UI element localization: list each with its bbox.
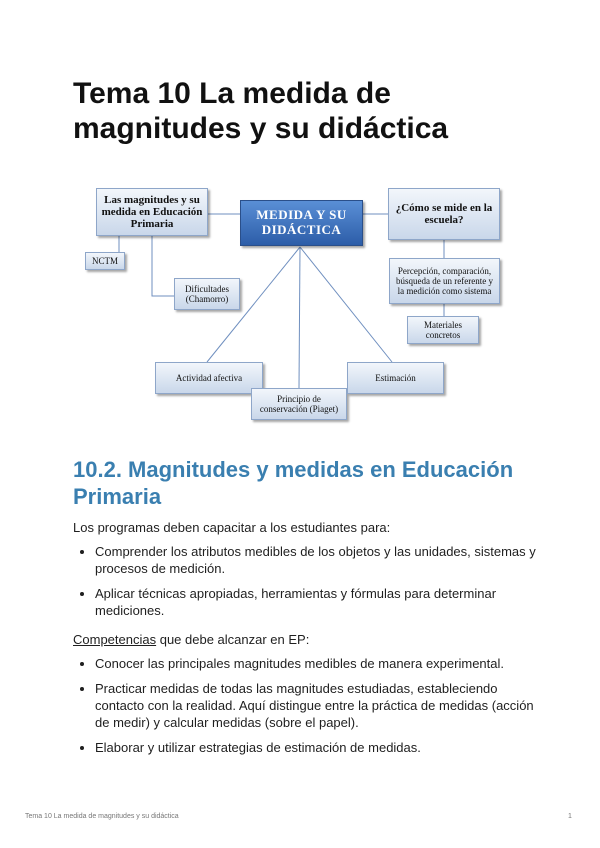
node-dificultades: Dificultades (Chamorro) bbox=[174, 278, 240, 310]
list-item: Conocer las principales magnitudes medibles de manera experimental. bbox=[73, 655, 543, 672]
intro-paragraph: Los programas deben capacitar a los estudiantes para: bbox=[73, 520, 391, 535]
node-como-se-mide: ¿Cómo se mide en la escuela? bbox=[388, 188, 500, 240]
node-nctm: NCTM bbox=[85, 252, 125, 270]
page-title: Tema 10 La medida de magnitudes y su didáctica bbox=[73, 77, 449, 145]
page-number: 1 bbox=[568, 813, 572, 820]
competencias-paragraph bbox=[73, 631, 309, 648]
node-actividad-afectiva: Actividad afectiva bbox=[155, 362, 263, 394]
node-percepcion: Percepción, comparación, búsqueda de un referente y la medición como sistema bbox=[389, 258, 500, 304]
node-magnitudes-medida: Las magnitudes y su medida en Educación Primaria bbox=[96, 188, 208, 236]
objectives-list bbox=[73, 543, 543, 627]
footer-title: Tema 10 La medida de magnitudes y su didáctica bbox=[25, 813, 179, 820]
connector-magnitudes-dificultades bbox=[152, 236, 174, 296]
node-materiales: Materiales concretos bbox=[407, 316, 479, 344]
connector-main-estimacion bbox=[300, 247, 392, 362]
list-item: Aplicar técnicas apropiadas, herramientas y fórmulas para determinar mediciones. bbox=[73, 585, 543, 619]
list-item: Comprender los atributos medibles de los objetos y las unidades, sistemas y procesos de medición. bbox=[73, 543, 543, 577]
competencias-list bbox=[73, 655, 543, 764]
competencias-link[interactable]: Competencias bbox=[73, 632, 157, 647]
section-heading: 10.2. Magnitudes y medidas en Educación Primaria bbox=[73, 457, 514, 509]
node-medida-didactica: MEDIDA Y SU DIDÁCTICA bbox=[240, 200, 363, 246]
node-principio-conservacion: Principio de conservación (Piaget) bbox=[251, 388, 347, 420]
list-item: Practicar medidas de todas las magnitudes estudiadas, estableciendo contacto con la realidad. Aquí distingue entre la práctica de medidas (acción de medir) y calcular medidas (sobre el papel). bbox=[73, 680, 543, 731]
competencias-text: que debe alcanzar en EP: bbox=[156, 632, 310, 647]
list-item: Elaborar y utilizar estrategias de estimación de medidas. bbox=[73, 739, 543, 756]
node-estimacion: Estimación bbox=[347, 362, 444, 394]
connector-main-principio bbox=[299, 247, 300, 388]
